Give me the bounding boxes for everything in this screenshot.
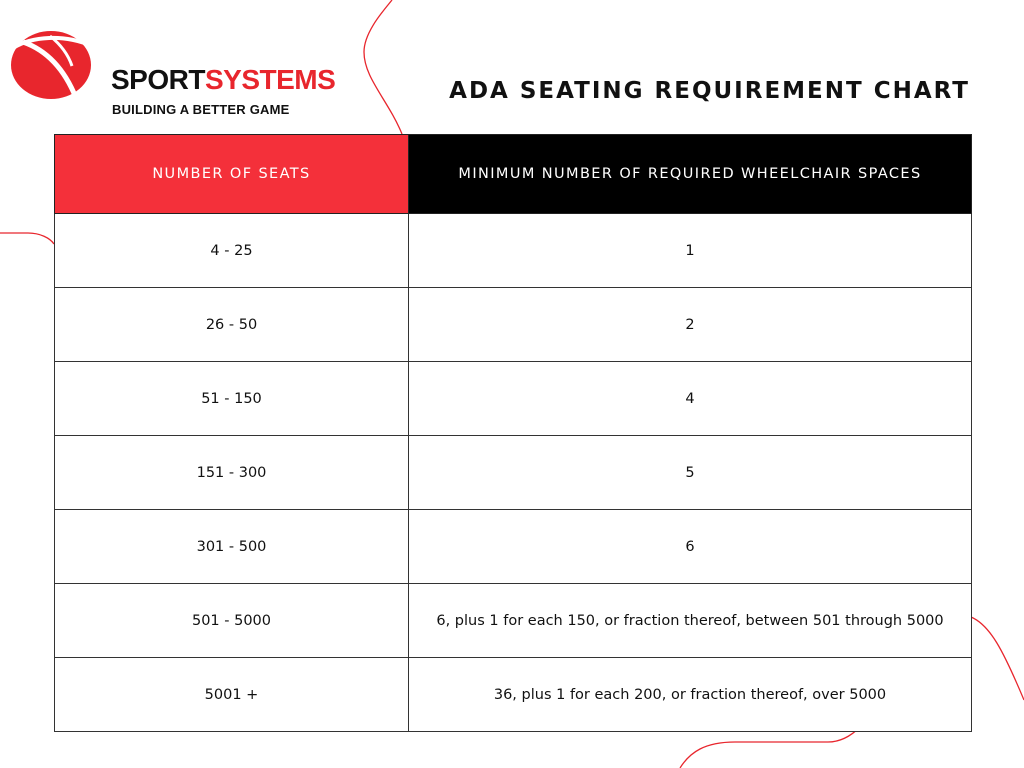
brand-name-part1: SPORT xyxy=(111,64,205,95)
table-row xyxy=(55,658,972,732)
seats-cell: 4 - 25 xyxy=(55,214,409,288)
spaces-cell: 5 xyxy=(409,436,972,510)
sportsystems-logo xyxy=(10,28,355,117)
spaces-cell: 6 xyxy=(409,510,972,584)
seats-cell: 51 - 150 xyxy=(55,362,409,436)
seats-cell: 151 - 300 xyxy=(55,436,409,510)
ada-seating-table xyxy=(54,134,972,732)
seats-cell: 26 - 50 xyxy=(55,288,409,362)
spaces-cell: 4 xyxy=(409,362,972,436)
brand-name xyxy=(111,66,335,94)
sportsystems-logo-icon xyxy=(10,28,94,102)
table-row xyxy=(55,214,972,288)
spaces-cell: 1 xyxy=(409,214,972,288)
brand-name-part2: SYSTEMS xyxy=(204,64,336,95)
table-row xyxy=(55,362,972,436)
spaces-cell: 6, plus 1 for each 150, or fraction thereof, between 501 through 5000 xyxy=(409,584,972,658)
seats-cell: 301 - 500 xyxy=(55,510,409,584)
spaces-cell: 36, plus 1 for each 200, or fraction thereof, over 5000 xyxy=(409,658,972,732)
table-row xyxy=(55,510,972,584)
spaces-cell: 2 xyxy=(409,288,972,362)
page-title: ADA SEATING REQUIREMENT CHART xyxy=(449,78,970,104)
table-row xyxy=(55,584,972,658)
table-row xyxy=(55,436,972,510)
seats-cell: 501 - 5000 xyxy=(55,584,409,658)
table-header-row xyxy=(55,135,972,214)
header-wheelchair-spaces: MINIMUM NUMBER OF REQUIRED WHEELCHAIR SPACES xyxy=(409,135,972,214)
seats-cell: 5001 + xyxy=(55,658,409,732)
table-row xyxy=(55,288,972,362)
header-number-of-seats: NUMBER OF SEATS xyxy=(55,135,409,214)
brand-tagline: BUILDING A BETTER GAME xyxy=(112,102,290,117)
